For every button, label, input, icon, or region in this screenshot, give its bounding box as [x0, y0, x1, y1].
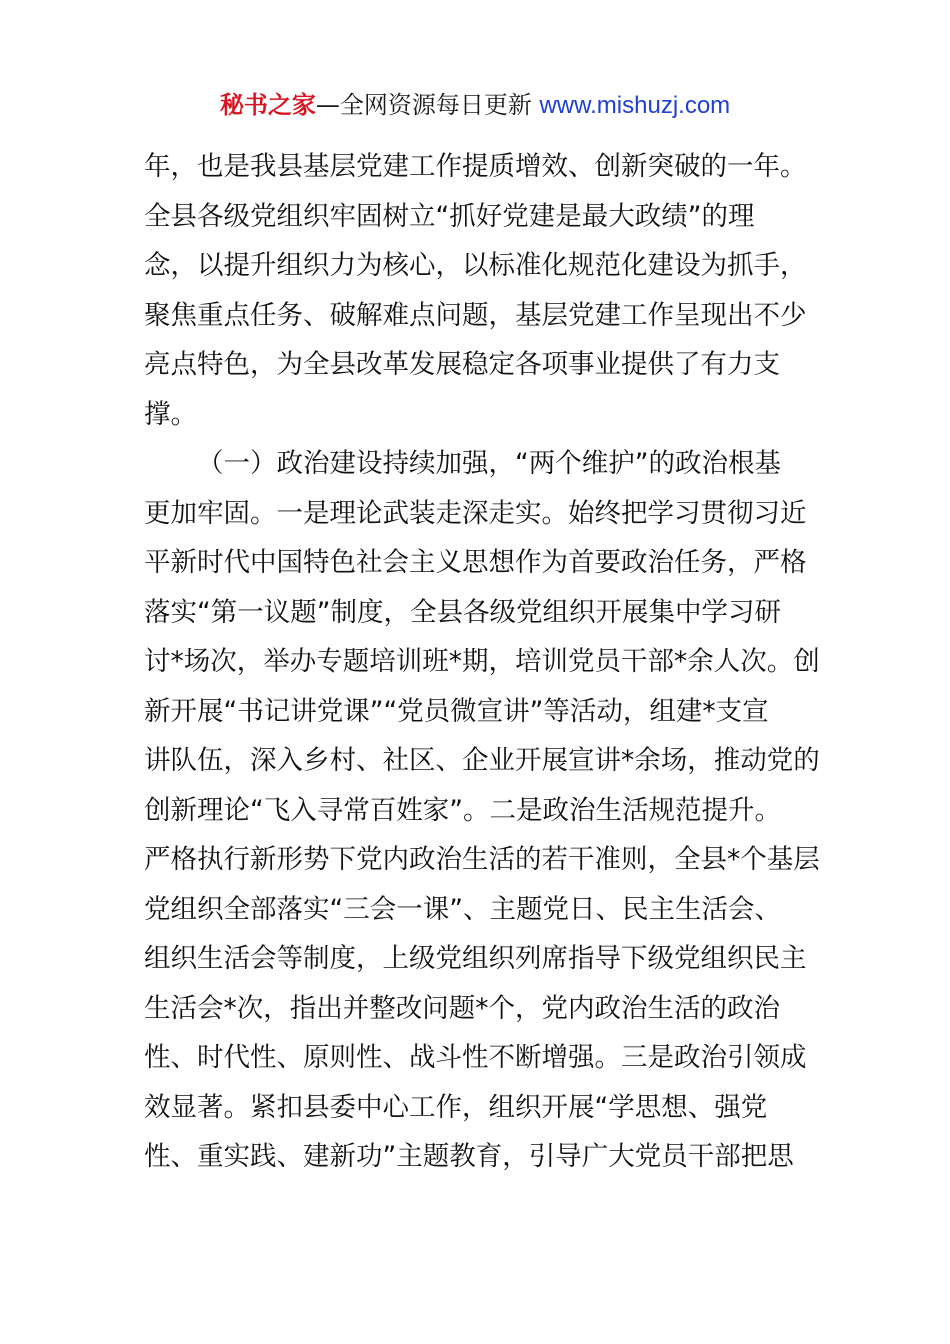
text-line: 平新时代中国特色社会主义思想作为首要政治任务，严格 [144, 547, 807, 578]
text-line: 年，也是我县基层党建工作提质增效、创新突破的一年。 [144, 151, 807, 182]
text-line: 创新理论“飞入寻常百姓家”。二是政治生活规范提升。 [144, 794, 781, 826]
text-line: 性、时代性、原则性、战斗性不断增强。三是政治引领成 [144, 1042, 807, 1073]
header-tagline: —全网资源每日更新 [315, 91, 540, 119]
text-line: 亮点特色，为全县改革发展稳定各项事业提供了有力支 [144, 349, 780, 380]
text-line: 严格执行新形势下党内政治生活的若干准则，全县*个基层 [144, 844, 820, 875]
text-line: 更加牢固。一是理论武装走深走实。始终把学习贯彻习近 [144, 497, 807, 529]
text-line: 念，以提升组织力为核心，以标准化规范化建设为抓手， [144, 250, 807, 281]
section-heading-line: （一）政治建设持续加强，“两个维护”的政治根基 [197, 448, 781, 479]
text-line: 讲队伍，深入乡村、社区、企业开展宣讲*余场，推动党的 [144, 745, 820, 776]
text-line: 全县各级党组织牢固树立“抓好党建是最大政绩”的理 [144, 200, 755, 232]
text-line: 撑。 [144, 398, 197, 430]
text-line: 生活会*次，指出并整改问题*个，党内政治生活的政治 [144, 992, 780, 1024]
text-line: 新开展“书记讲党课”“党员微宣讲”等活动，组建*支宣 [144, 695, 769, 727]
text-line: 党组织全部落实“三会一课”、主题党日、民主生活会、 [144, 893, 781, 925]
text-line: 讨*场次，举办专题培训班*期，培训党员干部*余人次。创 [144, 646, 820, 677]
brand-name: 秘书之家 [219, 91, 316, 119]
text-line: 效显著。紧扣县委中心工作，组织开展“学思想、强党 [144, 1091, 768, 1123]
page-header [0, 88, 950, 123]
text-line: 性、重实践、建新功”主题教育，引导广大党员干部把思 [144, 1141, 794, 1172]
document-body [144, 142, 820, 1182]
text-line: 组织生活会等制度，上级党组织列席指导下级党组织民主 [144, 943, 807, 974]
site-url-link[interactable]: www.mishuzj.com [539, 92, 731, 119]
text-line: 聚焦重点任务、破解难点问题，基层党建工作呈现出不少 [144, 299, 807, 331]
text-line: 落实“第一议题”制度，全县各级党组织开展集中学习研 [144, 596, 781, 628]
